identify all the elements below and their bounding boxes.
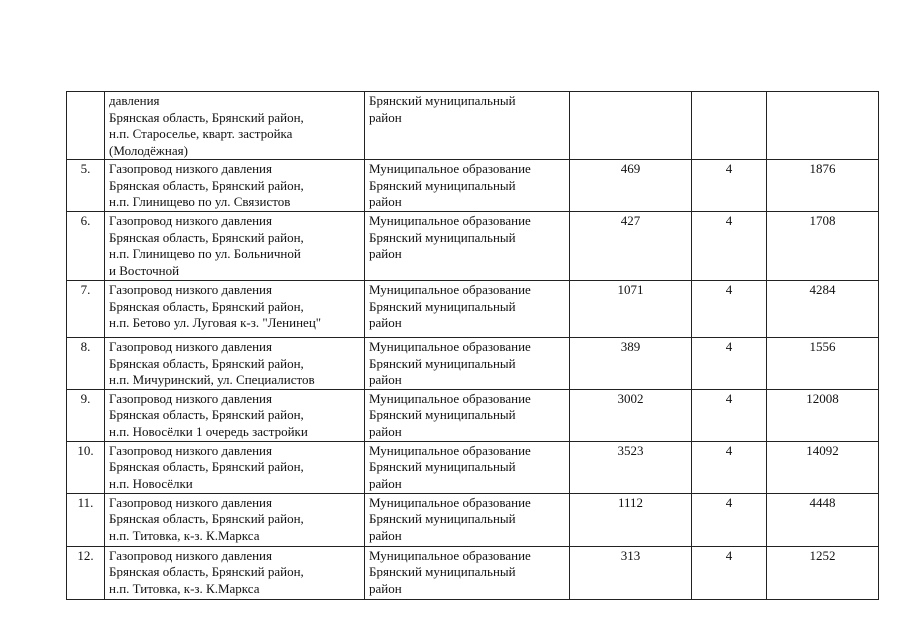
- owner-line: Муниципальное образование: [369, 442, 531, 458]
- table-row: [67, 160, 879, 212]
- count-cell: 4: [692, 441, 767, 493]
- object-name-line: Брянская область, Брянский район,: [109, 298, 304, 314]
- owner-line: Брянский муниципальный: [369, 511, 516, 526]
- owner-cell: [365, 92, 570, 160]
- owner-line: район: [369, 109, 402, 125]
- object-name-line: н.п. Титовка, к-з. К.Маркса: [109, 580, 260, 596]
- table-row: [67, 281, 879, 338]
- owner-line: район: [369, 580, 402, 596]
- count-cell: [692, 92, 767, 160]
- owner-line: Муниципальное образование: [369, 339, 531, 354]
- object-name-line: н.п. Мичуринский, ул. Специалистов: [109, 372, 315, 387]
- count-cell: 4: [692, 338, 767, 390]
- owner-line: Муниципальное образование: [369, 390, 531, 406]
- table-body: [67, 92, 879, 600]
- object-name-cell: [105, 441, 365, 493]
- row-number: 11.: [67, 493, 105, 546]
- object-name-cell: [105, 389, 365, 441]
- total-cell: 1708: [767, 212, 879, 281]
- object-name-cell: [105, 92, 365, 160]
- owner-line: Брянский муниципальный: [369, 459, 516, 474]
- owner-line: район: [369, 315, 402, 330]
- total-cell: 1252: [767, 546, 879, 599]
- row-number: 10.: [67, 441, 105, 493]
- owner-line: Брянский муниципальный: [369, 229, 516, 245]
- object-name-line: Газопровод низкого давления: [109, 494, 272, 510]
- owner-line: район: [369, 475, 402, 491]
- gas-pipeline-table: [66, 91, 879, 600]
- length-cell: 1071: [570, 281, 692, 338]
- length-cell: 313: [570, 546, 692, 599]
- row-number: 9.: [67, 389, 105, 441]
- object-name-line: Газопровод низкого давления: [109, 547, 272, 563]
- owner-cell: [365, 281, 570, 338]
- owner-line: район: [369, 194, 402, 209]
- owner-cell: [365, 493, 570, 546]
- row-number: 8.: [67, 338, 105, 390]
- length-cell: 3002: [570, 389, 692, 441]
- table-row: [67, 546, 879, 599]
- owner-line: район: [369, 246, 402, 261]
- object-name-line: н.п. Бетово ул. Луговая к-з. "Ленинец": [109, 315, 322, 330]
- row-number: 7.: [67, 281, 105, 338]
- object-name-line: Газопровод низкого давления: [109, 161, 272, 176]
- total-cell: 4284: [767, 281, 879, 338]
- owner-cell: [365, 546, 570, 599]
- count-cell: 4: [692, 389, 767, 441]
- total-cell: 14092: [767, 441, 879, 493]
- object-name-line: Газопровод низкого давления: [109, 390, 272, 406]
- table-row: [67, 212, 879, 281]
- object-name-line: Брянская область, Брянский район,: [109, 229, 304, 245]
- owner-line: Брянский муниципальный: [369, 564, 516, 579]
- owner-line: Муниципальное образование: [369, 547, 531, 563]
- total-cell: 1876: [767, 160, 879, 212]
- object-name-cell: [105, 160, 365, 212]
- row-number: 5.: [67, 160, 105, 212]
- owner-line: район: [369, 527, 402, 543]
- length-cell: 389: [570, 338, 692, 390]
- table-row: [67, 92, 879, 160]
- owner-cell: [365, 389, 570, 441]
- object-name-line: Газопровод низкого давления: [109, 282, 272, 297]
- object-name-line: Брянская область, Брянский район,: [109, 177, 304, 193]
- table-row: [67, 389, 879, 441]
- object-name-cell: [105, 281, 365, 338]
- owner-line: Муниципальное образование: [369, 282, 531, 297]
- owner-line: Брянский муниципальный: [369, 355, 516, 371]
- owner-line: Муниципальное образование: [369, 494, 531, 510]
- object-name-line: Брянская область, Брянский район,: [109, 407, 304, 422]
- object-name-line: Брянская область, Брянский район,: [109, 109, 304, 125]
- length-cell: [570, 92, 692, 160]
- owner-line: район: [369, 423, 402, 439]
- object-name-line: Газопровод низкого давления: [109, 213, 272, 228]
- owner-line: Брянский муниципальный: [369, 93, 516, 108]
- object-name-line: н.п. Староселье, кварт. застройка: [109, 126, 293, 141]
- row-number: 6.: [67, 212, 105, 281]
- owner-line: Муниципальное образование: [369, 213, 531, 228]
- total-cell: 12008: [767, 389, 879, 441]
- count-cell: 4: [692, 546, 767, 599]
- object-name-line: Брянская область, Брянский район,: [109, 355, 304, 371]
- owner-line: район: [369, 372, 402, 387]
- object-name-line: Брянская область, Брянский район,: [109, 511, 304, 526]
- object-name-line: Брянская область, Брянский район,: [109, 564, 304, 579]
- object-name-line: Газопровод низкого давления: [109, 339, 272, 354]
- object-name-cell: [105, 546, 365, 599]
- object-name-line: н.п. Новосёлки 1 очередь застройки: [109, 423, 308, 439]
- object-name-cell: [105, 493, 365, 546]
- object-name-line: н.п. Глинищево по ул. Больничной: [109, 246, 301, 261]
- owner-cell: [365, 338, 570, 390]
- length-cell: 1112: [570, 493, 692, 546]
- owner-line: Брянский муниципальный: [369, 298, 516, 314]
- table-row: [67, 441, 879, 493]
- row-number: [67, 92, 105, 160]
- owner-line: Муниципальное образование: [369, 161, 531, 176]
- owner-line: Брянский муниципальный: [369, 177, 516, 193]
- length-cell: 469: [570, 160, 692, 212]
- row-number: 12.: [67, 546, 105, 599]
- table-row: [67, 493, 879, 546]
- object-name-line: н.п. Титовка, к-з. К.Маркса: [109, 527, 260, 543]
- object-name-line: Брянская область, Брянский район,: [109, 459, 304, 474]
- object-name-line: давления: [109, 93, 160, 108]
- object-name-line: (Молодёжная): [109, 142, 188, 158]
- object-name-cell: [105, 212, 365, 281]
- object-name-line: н.п. Новосёлки: [109, 475, 193, 491]
- count-cell: 4: [692, 212, 767, 281]
- count-cell: 4: [692, 160, 767, 212]
- total-cell: [767, 92, 879, 160]
- length-cell: 427: [570, 212, 692, 281]
- total-cell: 1556: [767, 338, 879, 390]
- owner-cell: [365, 160, 570, 212]
- length-cell: 3523: [570, 441, 692, 493]
- owner-cell: [365, 212, 570, 281]
- owner-line: Брянский муниципальный: [369, 407, 516, 422]
- count-cell: 4: [692, 281, 767, 338]
- count-cell: 4: [692, 493, 767, 546]
- object-name-cell: [105, 338, 365, 390]
- object-name-line: Газопровод низкого давления: [109, 442, 272, 458]
- table-row: [67, 338, 879, 390]
- total-cell: 4448: [767, 493, 879, 546]
- owner-cell: [365, 441, 570, 493]
- object-name-line: н.п. Глинищево по ул. Связистов: [109, 194, 291, 209]
- object-name-line: и Восточной: [109, 262, 180, 278]
